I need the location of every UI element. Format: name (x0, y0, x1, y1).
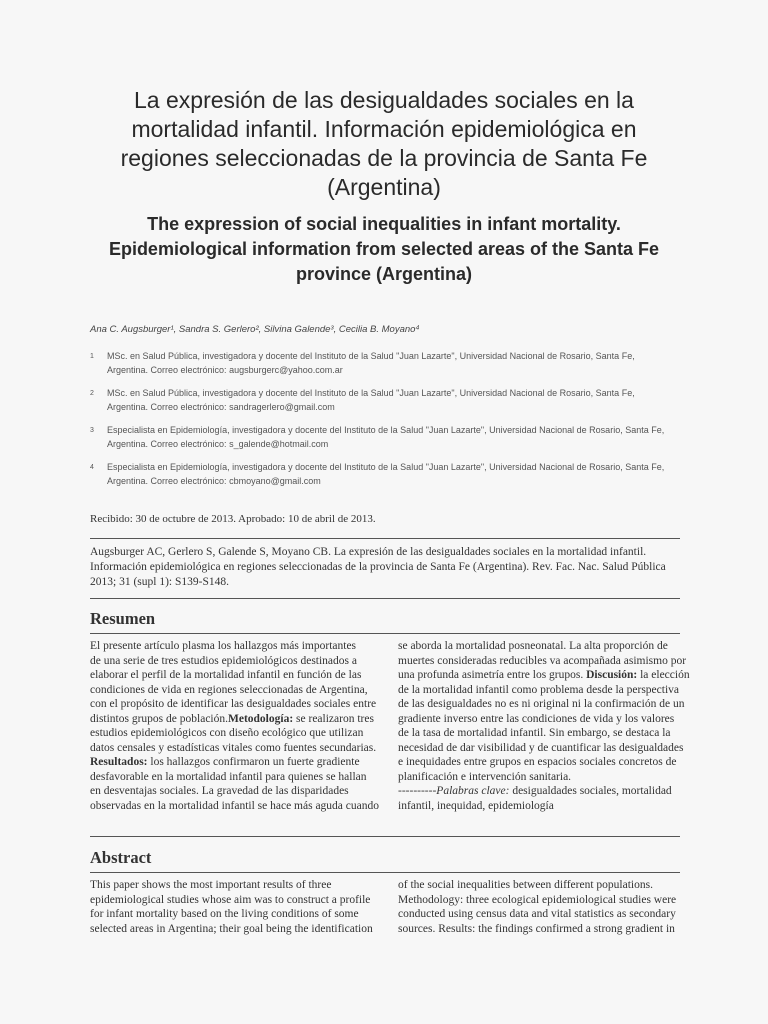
text-run: distintos grupos de población. (90, 712, 228, 725)
affiliation-number: 4 (90, 464, 94, 471)
affiliation-line: MSc. en Salud Pública, investigadora y docente del Instituto de la Salud "Juan Lazarte", Universidad Nacional de Rosario, Santa Fe, (107, 351, 635, 361)
citation-block (90, 545, 682, 590)
title-en-line: province (Argentina) (295, 264, 473, 284)
text-run: una profunda asimetría entre los grupos. (398, 669, 587, 681)
author-list: Ana C. Augsburger¹, Sandra S. Gerlero², Silvina Galende³, Cecilia B. Moyano⁴ (90, 324, 420, 335)
title-en-line: Epidemiological information from selected areas of the Santa Fe (108, 239, 660, 259)
citation-line: 2013; 31 (supl 1): S139-S148. (90, 576, 229, 588)
affiliation-line: MSc. en Salud Pública, investigadora y docente del Instituto de la Salud "Juan Lazarte", Universidad Nacional de Rosario, Santa Fe, (107, 388, 635, 398)
affiliation-item (90, 461, 690, 488)
text-line: estudios epidemiológicos con diseño ecológico que utilizan (90, 727, 364, 739)
keywords-label: ----------Palabras clave: (398, 785, 510, 797)
divider (90, 836, 680, 837)
text-line: selected areas in Argentina; their goal being the identification (90, 922, 373, 935)
text-line: de las desigualdades no es ni original ni la confirmación de un (398, 698, 685, 710)
text-line: gradiente inverso entre las condiciones de vida y los valores (398, 712, 675, 725)
discusion-label: Discusión: (586, 669, 638, 681)
text-line: de una serie de tres estudios epidemiológicos destinados a (90, 654, 357, 667)
affiliation-text (107, 350, 635, 377)
divider (90, 633, 680, 634)
affiliation-item (90, 424, 690, 451)
text-line: en desventajas sociales. La gravedad de las disparidades (90, 785, 349, 797)
affiliation-line: Argentina. Correo electrónico: augsburgerc@yahoo.com.ar (107, 364, 343, 375)
text-line: El presente artículo plasma los hallazgos más importantes (90, 640, 357, 652)
title-english (88, 212, 680, 287)
affiliation-line: Argentina. Correo electrónico: sandragerlero@gmail.com (107, 401, 335, 412)
text-line: elaborar el perfil de la mortalidad infantil en función de las (90, 669, 362, 681)
text-run: desigualdades sociales, mortalidad (509, 785, 672, 797)
resultados-label: Resultados: (90, 756, 148, 768)
affiliation-item (90, 387, 690, 414)
keywords-line: infantil, inequidad, epidemiología (398, 799, 554, 812)
text-line: se aborda la mortalidad posneonatal. La alta proporción de (398, 640, 668, 652)
affiliation-text (107, 461, 664, 488)
text-line (90, 755, 372, 770)
text-line: for infant mortality based on the living conditions of some (90, 908, 359, 920)
divider (90, 872, 680, 873)
abstract-heading: Abstract (90, 848, 152, 867)
metodologia-label: Metodología: (228, 712, 294, 725)
text-line: de la mortalidad infantil como problema desde la perspectiva (398, 683, 680, 696)
text-line: condiciones de vida en regiones seleccionadas de Argentina, (90, 683, 368, 696)
abstract-left-column (90, 878, 372, 936)
resumen-heading: Resumen (90, 609, 156, 628)
text-run: la elección (637, 669, 690, 681)
text-line: necesidad de dar visibilidad y de cuantificar las desigualdades (398, 741, 684, 754)
text-line: conducted using census data and vital statistics as secondary (398, 908, 676, 920)
affiliation-number: 2 (90, 390, 94, 397)
text-line: datos censales y estadísticas vitales como fuentes secundarias. (90, 741, 377, 754)
received-dates: Recibido: 30 de octubre de 2013. Aprobado: 10 de abril de 2013. (90, 513, 376, 525)
keywords-line (398, 784, 682, 799)
text-line: e inequidades entre grupos en espacios sociales concretos de (398, 756, 677, 768)
citation-line: Augsburger AC, Gerlero S, Galende S, Moyano CB. La expresión de las desigualdades sociales en la mortalidad infantil. (90, 546, 647, 558)
divider (90, 538, 680, 539)
affiliations (90, 350, 690, 498)
affiliation-line: Argentina. Correo electrónico: s_galende@hotmail.com (107, 438, 329, 449)
title-es-line: mortalidad infantil. Información epidemiológica en (131, 116, 637, 142)
title-spanish (70, 86, 698, 202)
abstract-right-column (398, 878, 682, 936)
affiliation-number: 3 (90, 427, 94, 434)
text-line: desfavorable en la mortalidad infantil para quienes se hallan (90, 770, 367, 783)
text-line (398, 668, 690, 683)
text-line: planificación e intervención sanitaria. (398, 770, 572, 783)
affiliation-text (107, 424, 664, 451)
citation-line: Información epidemiológica en regiones seleccionadas de la provincia de Santa Fe (Argentina). Rev. Fac. Nac. Salud Pública (90, 561, 666, 573)
text-line: con el propósito de identificar las desigualdades sociales entre (90, 698, 377, 710)
affiliation-line: Especialista en Epidemiología, investigadora y docente del Instituto de la Salud "Juan Lazarte", Universidad Nacional de Rosario, Santa Fe, (107, 462, 665, 472)
affiliation-item (90, 350, 690, 377)
resumen-left-column (90, 639, 379, 813)
title-en-line: The expression of social inequalities in infant mortality. (147, 214, 621, 234)
text-line: epidemiological studies whose aim was to construct a profile (90, 893, 371, 906)
affiliation-line: Argentina. Correo electrónico: cbmoyano@gmail.com (107, 475, 321, 486)
text-run: se realizaron tres (293, 712, 374, 725)
divider (90, 598, 680, 599)
affiliation-number: 1 (90, 353, 94, 360)
text-line: Methodology: three ecological epidemiological studies were (398, 893, 677, 906)
affiliation-text (107, 387, 635, 414)
text-line (90, 712, 372, 727)
text-line: muertes consideradas reducibles va acompañada asimismo por (398, 654, 687, 667)
resumen-right-column (398, 639, 690, 813)
text-line: observadas en la mortalidad infantil se hace más aguda cuando (90, 799, 379, 812)
title-es-line: La expresión de las desigualdades sociales en la (134, 87, 634, 113)
text-line: This paper shows the most important results of three (90, 879, 332, 891)
title-es-line: regiones seleccionadas de la provincia de Santa Fe (120, 145, 648, 171)
text-run: los hallazgos confirmaron un fuerte gradiente (147, 756, 360, 768)
title-es-line: (Argentina) (327, 174, 441, 200)
text-line: of the social inequalities between different populations. (398, 879, 653, 891)
affiliation-line: Especialista en Epidemiología, investigadora y docente del Instituto de la Salud "Juan Lazarte", Universidad Nacional de Rosario, Santa Fe, (107, 425, 665, 435)
text-line: sources. Results: the findings confirmed a strong gradient in (398, 922, 675, 935)
text-line: de la tasa de mortalidad infantil. Sin embargo, se destaca la (398, 727, 671, 739)
